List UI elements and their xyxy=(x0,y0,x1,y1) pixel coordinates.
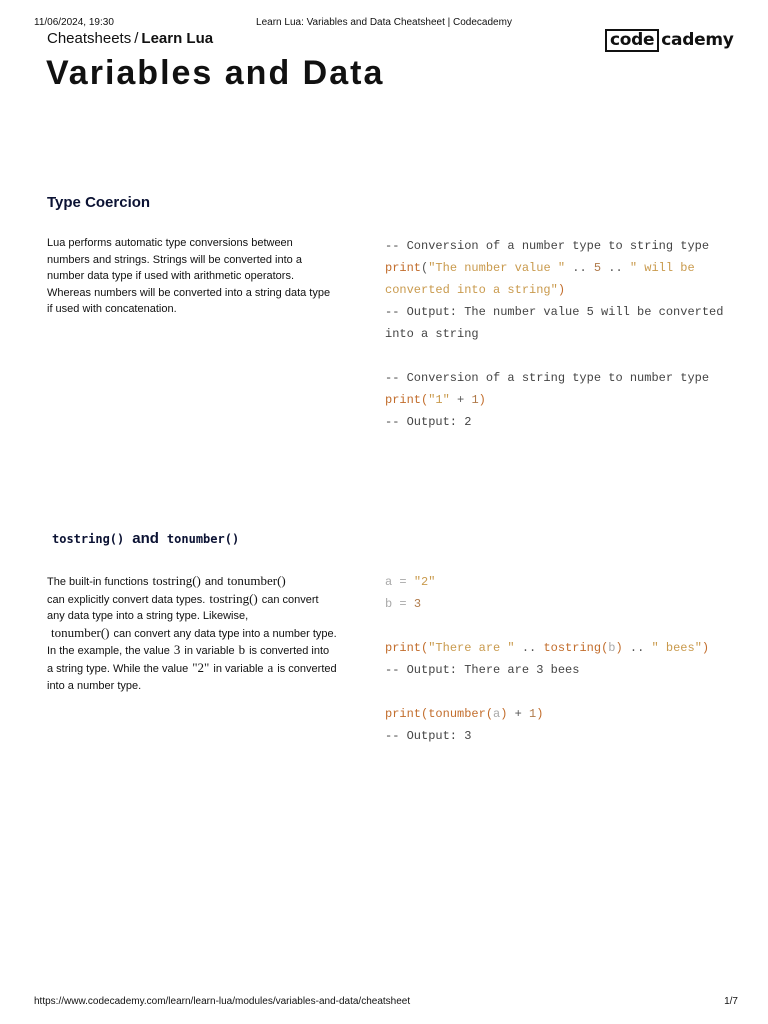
type-coercion-description xyxy=(47,235,337,318)
code-line: -- Output: 3 xyxy=(385,729,472,743)
code-line xyxy=(385,703,725,725)
code-variable: a xyxy=(385,575,393,589)
inline-code: b xyxy=(238,642,246,658)
code-paren: ( xyxy=(601,641,609,655)
code-function: print xyxy=(385,641,422,655)
code-operator: .. xyxy=(601,261,630,275)
code-string: "1" xyxy=(428,393,450,407)
code-paren: ( xyxy=(421,261,429,275)
code-line xyxy=(385,637,725,659)
breadcrumb xyxy=(47,30,213,47)
code-function: print xyxy=(385,707,422,721)
code-paren: ( xyxy=(421,707,429,721)
code-variable: a xyxy=(493,707,501,721)
prose-text: in variable xyxy=(213,662,264,675)
breadcrumb-learn-lua-link[interactable]: Learn Lua xyxy=(141,30,214,47)
logo-cademy-text: cademy xyxy=(661,30,734,50)
code-function: print xyxy=(385,261,422,275)
prose-text: In the example, the value xyxy=(47,645,170,658)
prose-text: and xyxy=(204,576,224,588)
prose-text: can convert any data type into a number type. xyxy=(113,627,337,640)
inline-code: tostring() xyxy=(152,573,201,588)
section-title-tostring-tonumber xyxy=(52,530,239,547)
code-blank-line xyxy=(385,345,725,367)
code-line: -- Output: 2 xyxy=(385,415,472,429)
code-paren: ) xyxy=(557,283,566,297)
code-paren: ) xyxy=(701,641,710,655)
code-string: "The number value " xyxy=(428,261,566,275)
inline-code: 3 xyxy=(173,642,181,658)
code-string: "2" xyxy=(413,575,436,589)
code-string: "There are " xyxy=(428,641,515,655)
tostring-tonumber-paragraph-2 xyxy=(47,642,337,694)
breadcrumb-separator: / xyxy=(134,30,139,47)
prose-text: The built-in functions xyxy=(47,576,149,588)
code-line xyxy=(385,257,725,301)
code-line xyxy=(385,389,725,411)
page-title: Variables and Data xyxy=(46,54,385,92)
code-paren: ) xyxy=(500,707,508,721)
print-url: https://www.codecademy.com/learn/learn-lua/modules/variables-and-data/cheatsheet xyxy=(34,996,411,1007)
code-paren: ) xyxy=(615,641,623,655)
type-coercion-code-block xyxy=(385,235,731,433)
code-blank-line xyxy=(385,615,725,637)
code-operator: + xyxy=(449,393,472,407)
logo-code-box: code xyxy=(605,29,659,52)
tostring-tonumber-code-block xyxy=(385,571,725,747)
code-variable: b xyxy=(608,641,616,655)
code-line: -- Output: The number value 5 will be converted into a string xyxy=(385,305,731,341)
type-coercion-paragraph: Lua performs automatic type conversions between numbers and strings. Strings will be converted into a number data type if used with arithmetic operators. Whereas numbers will be converted into a string data type if used with concatenation. xyxy=(47,237,331,316)
inline-code: tostring() xyxy=(209,590,258,606)
codecademy-logo[interactable] xyxy=(605,29,734,52)
prose-text: is converted into a number type. xyxy=(47,662,337,692)
section-title-and: and xyxy=(132,530,159,547)
code-operator: = xyxy=(392,575,414,589)
section-title-tostring: tostring() xyxy=(52,532,125,546)
code-string: " bees" xyxy=(651,641,702,655)
code-string: " will be converted into a string" xyxy=(385,261,702,297)
code-function: tonumber xyxy=(428,707,486,721)
inline-code: "2" xyxy=(192,659,210,675)
inline-code: a xyxy=(267,659,274,675)
code-blank-line xyxy=(385,681,725,703)
code-number: 5 xyxy=(593,261,602,275)
code-operator: .. xyxy=(514,641,544,655)
code-paren: ( xyxy=(421,641,429,655)
prose-text: in variable xyxy=(184,645,235,658)
inline-code: tonumber() xyxy=(51,624,110,640)
code-operator: + xyxy=(507,707,530,721)
breadcrumb-cheatsheets-link[interactable]: Cheatsheets xyxy=(47,30,132,47)
print-date: 11/06/2024, 19:30 xyxy=(34,17,114,28)
code-paren: ( xyxy=(485,707,494,721)
section-title-type-coercion: Type Coercion xyxy=(47,194,151,211)
code-line xyxy=(385,593,725,615)
code-operator: .. xyxy=(622,641,652,655)
tostring-tonumber-description xyxy=(47,573,337,694)
code-variable: b xyxy=(385,597,393,611)
code-line xyxy=(385,571,725,593)
code-operator: .. xyxy=(565,261,594,275)
code-number: 3 xyxy=(413,597,422,611)
section-title-tonumber: tonumber() xyxy=(166,532,240,546)
code-function: print xyxy=(385,393,422,407)
code-paren: ) xyxy=(478,393,486,407)
prose-text: can explicitly convert data types. xyxy=(47,593,206,606)
code-line: -- Output: There are 3 bees xyxy=(385,663,580,677)
prose-text: is converted into a string type. While the value xyxy=(47,645,330,675)
print-page-number: 1/7 xyxy=(724,996,738,1007)
code-paren: ) xyxy=(536,707,544,721)
code-function: tostring xyxy=(543,641,602,655)
code-paren: ( xyxy=(421,393,429,407)
prose-text: can convert any data type into a string type. Likewise, xyxy=(47,593,319,623)
tostring-tonumber-paragraph-1 xyxy=(47,573,337,642)
code-operator: = xyxy=(392,597,414,611)
print-document-title: Learn Lua: Variables and Data Cheatsheet | Codecademy xyxy=(256,17,512,28)
code-number: 1 xyxy=(529,707,537,721)
inline-code: tonumber() xyxy=(227,573,286,588)
code-line: -- Conversion of a string type to number type xyxy=(385,371,710,385)
code-line: -- Conversion of a number type to string type xyxy=(385,239,710,253)
code-number: 1 xyxy=(471,393,479,407)
